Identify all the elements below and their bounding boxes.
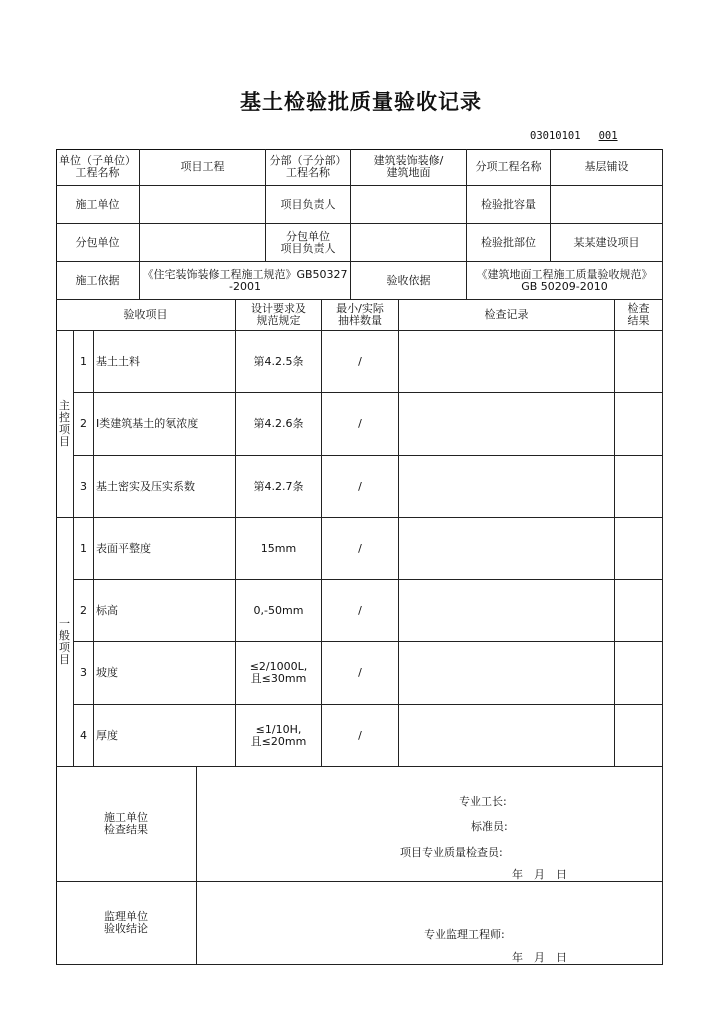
division-name-value[interactable]: [351, 149, 467, 186]
general-row-4-spec: [236, 705, 322, 767]
construction-result-label-line2: 检查结果: [104, 823, 148, 836]
col-design-header: [236, 300, 322, 331]
main-row-3-record[interactable]: [399, 456, 615, 518]
col-design-line1: 设计要求及: [251, 302, 306, 315]
main-row-2-name: I类建筑基土的氡浓度: [94, 393, 236, 456]
project-manager-value[interactable]: [351, 186, 467, 224]
main-row-2-spec: 第4.2.6条: [236, 393, 322, 456]
main-row-3-name: 基土密实及压实系数: [94, 456, 236, 518]
main-row-1-sample[interactable]: /: [322, 331, 399, 393]
general-row-2-name: 标高: [94, 580, 236, 642]
general-items-group-label: [56, 518, 74, 767]
supervision-result-label: [56, 882, 197, 965]
general-row-1-no: 1: [74, 518, 94, 580]
general-row-3-spec-line2: 且≤30mm: [250, 672, 307, 685]
main-group-char-1: 主: [59, 399, 70, 412]
main-row-3-result[interactable]: [615, 456, 663, 518]
general-group-char-3: 项: [59, 641, 70, 654]
construction-basis-value[interactable]: [140, 262, 351, 300]
construction-date-label: 年 月 日: [512, 868, 567, 881]
general-row-1-spec-line1: 15mm: [260, 541, 297, 555]
foreman-label: 专业工长:: [459, 795, 507, 808]
unit-name-label-line1: 单位（子单位）: [59, 154, 136, 167]
general-row-4-result[interactable]: [615, 705, 663, 767]
acceptance-basis-line1: 《建筑地面工程施工质量验收规范》: [476, 267, 653, 281]
sub-pm-label-line2: 项目负责人: [280, 241, 336, 255]
division-name-label-line2: 工程名称: [286, 166, 330, 179]
supervision-result-label-line2: 验收结论: [104, 922, 148, 935]
main-group-char-4: 目: [59, 435, 70, 448]
general-row-2-record[interactable]: [399, 580, 615, 642]
batch-location-value[interactable]: 某某建设项目: [551, 224, 663, 262]
general-row-3-no: 3: [74, 642, 94, 705]
main-row-3-spec: 第4.2.7条: [236, 456, 322, 518]
col-design-line2: 规范规定: [256, 314, 301, 327]
form-code-prefix: 03010101: [530, 130, 581, 142]
general-row-1-sample[interactable]: /: [322, 518, 399, 580]
acceptance-basis-label: 验收依据: [351, 262, 467, 300]
main-row-3-no: 3: [74, 456, 94, 518]
project-manager-label: 项目负责人: [266, 186, 351, 224]
supervision-date-label: 年 月 日: [512, 951, 567, 964]
main-row-2-result[interactable]: [615, 393, 663, 456]
construction-result-area[interactable]: [197, 767, 663, 882]
general-row-4-no: 4: [74, 705, 94, 767]
page-title: 基土检验批质量验收记录: [240, 90, 482, 114]
supervision-result-area[interactable]: [197, 882, 663, 965]
general-row-2-sample[interactable]: /: [322, 580, 399, 642]
general-row-3-spec-line1: ≤2/1000L,: [249, 660, 308, 673]
subcontractor-label: 分包单位: [56, 224, 140, 262]
basis-value-line1: 《住宅装饰装修工程施工规范》GB50327: [142, 267, 348, 281]
division-name-label-line1: 分部（子分部）: [269, 154, 347, 167]
col-result-line1: 检查: [627, 302, 650, 315]
general-group-char-4: 目: [59, 653, 70, 666]
sub-project-manager-label: [266, 224, 351, 262]
construction-result-label-line1: 施工单位: [104, 811, 148, 824]
general-row-3-spec: [236, 642, 322, 705]
sub-project-manager-value[interactable]: [351, 224, 467, 262]
main-row-1-result[interactable]: [615, 331, 663, 393]
main-row-2-sample[interactable]: /: [322, 393, 399, 456]
main-row-2-record[interactable]: [399, 393, 615, 456]
subitem-name-value[interactable]: 基层铺设: [551, 149, 663, 186]
batch-location-label: 检验批部位: [467, 224, 551, 262]
main-row-1-name: 基土土料: [94, 331, 236, 393]
sub-pm-label-line1: 分包单位: [286, 229, 330, 243]
main-group-char-2: 控: [59, 411, 70, 424]
batch-capacity-label: 检验批容量: [467, 186, 551, 224]
general-row-2-result[interactable]: [615, 580, 663, 642]
general-row-1-record[interactable]: [399, 518, 615, 580]
contractor-value[interactable]: [140, 186, 266, 224]
general-row-1-spec: [236, 518, 322, 580]
main-items-group-label: [56, 331, 74, 518]
main-row-3-sample[interactable]: /: [322, 456, 399, 518]
division-value-line2: 建筑地面: [386, 166, 431, 179]
general-row-2-spec: [236, 580, 322, 642]
batch-capacity-value[interactable]: [551, 186, 663, 224]
supervision-result-label-line1: 监理单位: [104, 910, 148, 923]
subitem-name-label: 分项工程名称: [467, 149, 551, 186]
general-row-3-name: 坡度: [94, 642, 236, 705]
unit-name-value[interactable]: 项目工程: [140, 149, 266, 186]
construction-basis-label: 施工依据: [56, 262, 140, 300]
col-result-header: [615, 300, 663, 331]
col-item-header: 验收项目: [56, 300, 236, 331]
general-row-4-sample[interactable]: /: [322, 705, 399, 767]
acceptance-basis-value[interactable]: [467, 262, 663, 300]
general-group-char-2: 般: [59, 629, 70, 642]
general-row-4-spec-line2: 且≤20mm: [250, 734, 307, 748]
quality-inspector-label: 项目专业质量检查员:: [400, 846, 503, 859]
division-name-label: [266, 149, 351, 186]
col-sample-line2: 抽样数量: [338, 314, 382, 327]
division-value-line1: 建筑装饰装修/: [373, 154, 444, 167]
general-row-4-spec-line1: ≤1/10H,: [255, 722, 302, 736]
general-row-4-name: 厚度: [94, 705, 236, 767]
general-row-2-spec-line1: 0,-50mm: [253, 603, 304, 617]
main-row-1-no: 1: [74, 331, 94, 393]
col-record-header: 检查记录: [399, 300, 615, 331]
general-row-3-sample[interactable]: /: [322, 642, 399, 705]
form-code-suffix: 001: [598, 130, 618, 142]
construction-result-label: [56, 767, 197, 882]
main-group-char-3: 项: [59, 423, 70, 436]
main-row-1-record[interactable]: [399, 331, 615, 393]
general-row-2-no: 2: [74, 580, 94, 642]
general-row-3-result[interactable]: [615, 642, 663, 705]
supervising-engineer-label: 专业监理工程师:: [424, 928, 505, 941]
contractor-label: 施工单位: [56, 186, 140, 224]
col-sample-line1: 最小/实际: [336, 302, 384, 315]
general-row-3-record[interactable]: [399, 642, 615, 705]
general-row-1-name: 表面平整度: [94, 518, 236, 580]
general-row-1-result[interactable]: [615, 518, 663, 580]
subcontractor-value[interactable]: [140, 224, 266, 262]
col-sample-header: [322, 300, 399, 331]
unit-name-label: [56, 149, 140, 186]
main-row-1-spec: 第4.2.5条: [236, 331, 322, 393]
col-result-line2: 结果: [627, 314, 650, 327]
general-row-4-record[interactable]: [399, 705, 615, 767]
form-code: [530, 130, 662, 142]
basis-value-line2: -2001: [229, 279, 261, 293]
unit-name-label-line2: 工程名称: [75, 166, 120, 179]
acceptance-basis-line2: GB 50209-2010: [521, 279, 608, 293]
main-row-2-no: 2: [74, 393, 94, 456]
standard-officer-label: 标准员:: [471, 820, 508, 833]
general-group-char-1: 一: [59, 617, 70, 630]
